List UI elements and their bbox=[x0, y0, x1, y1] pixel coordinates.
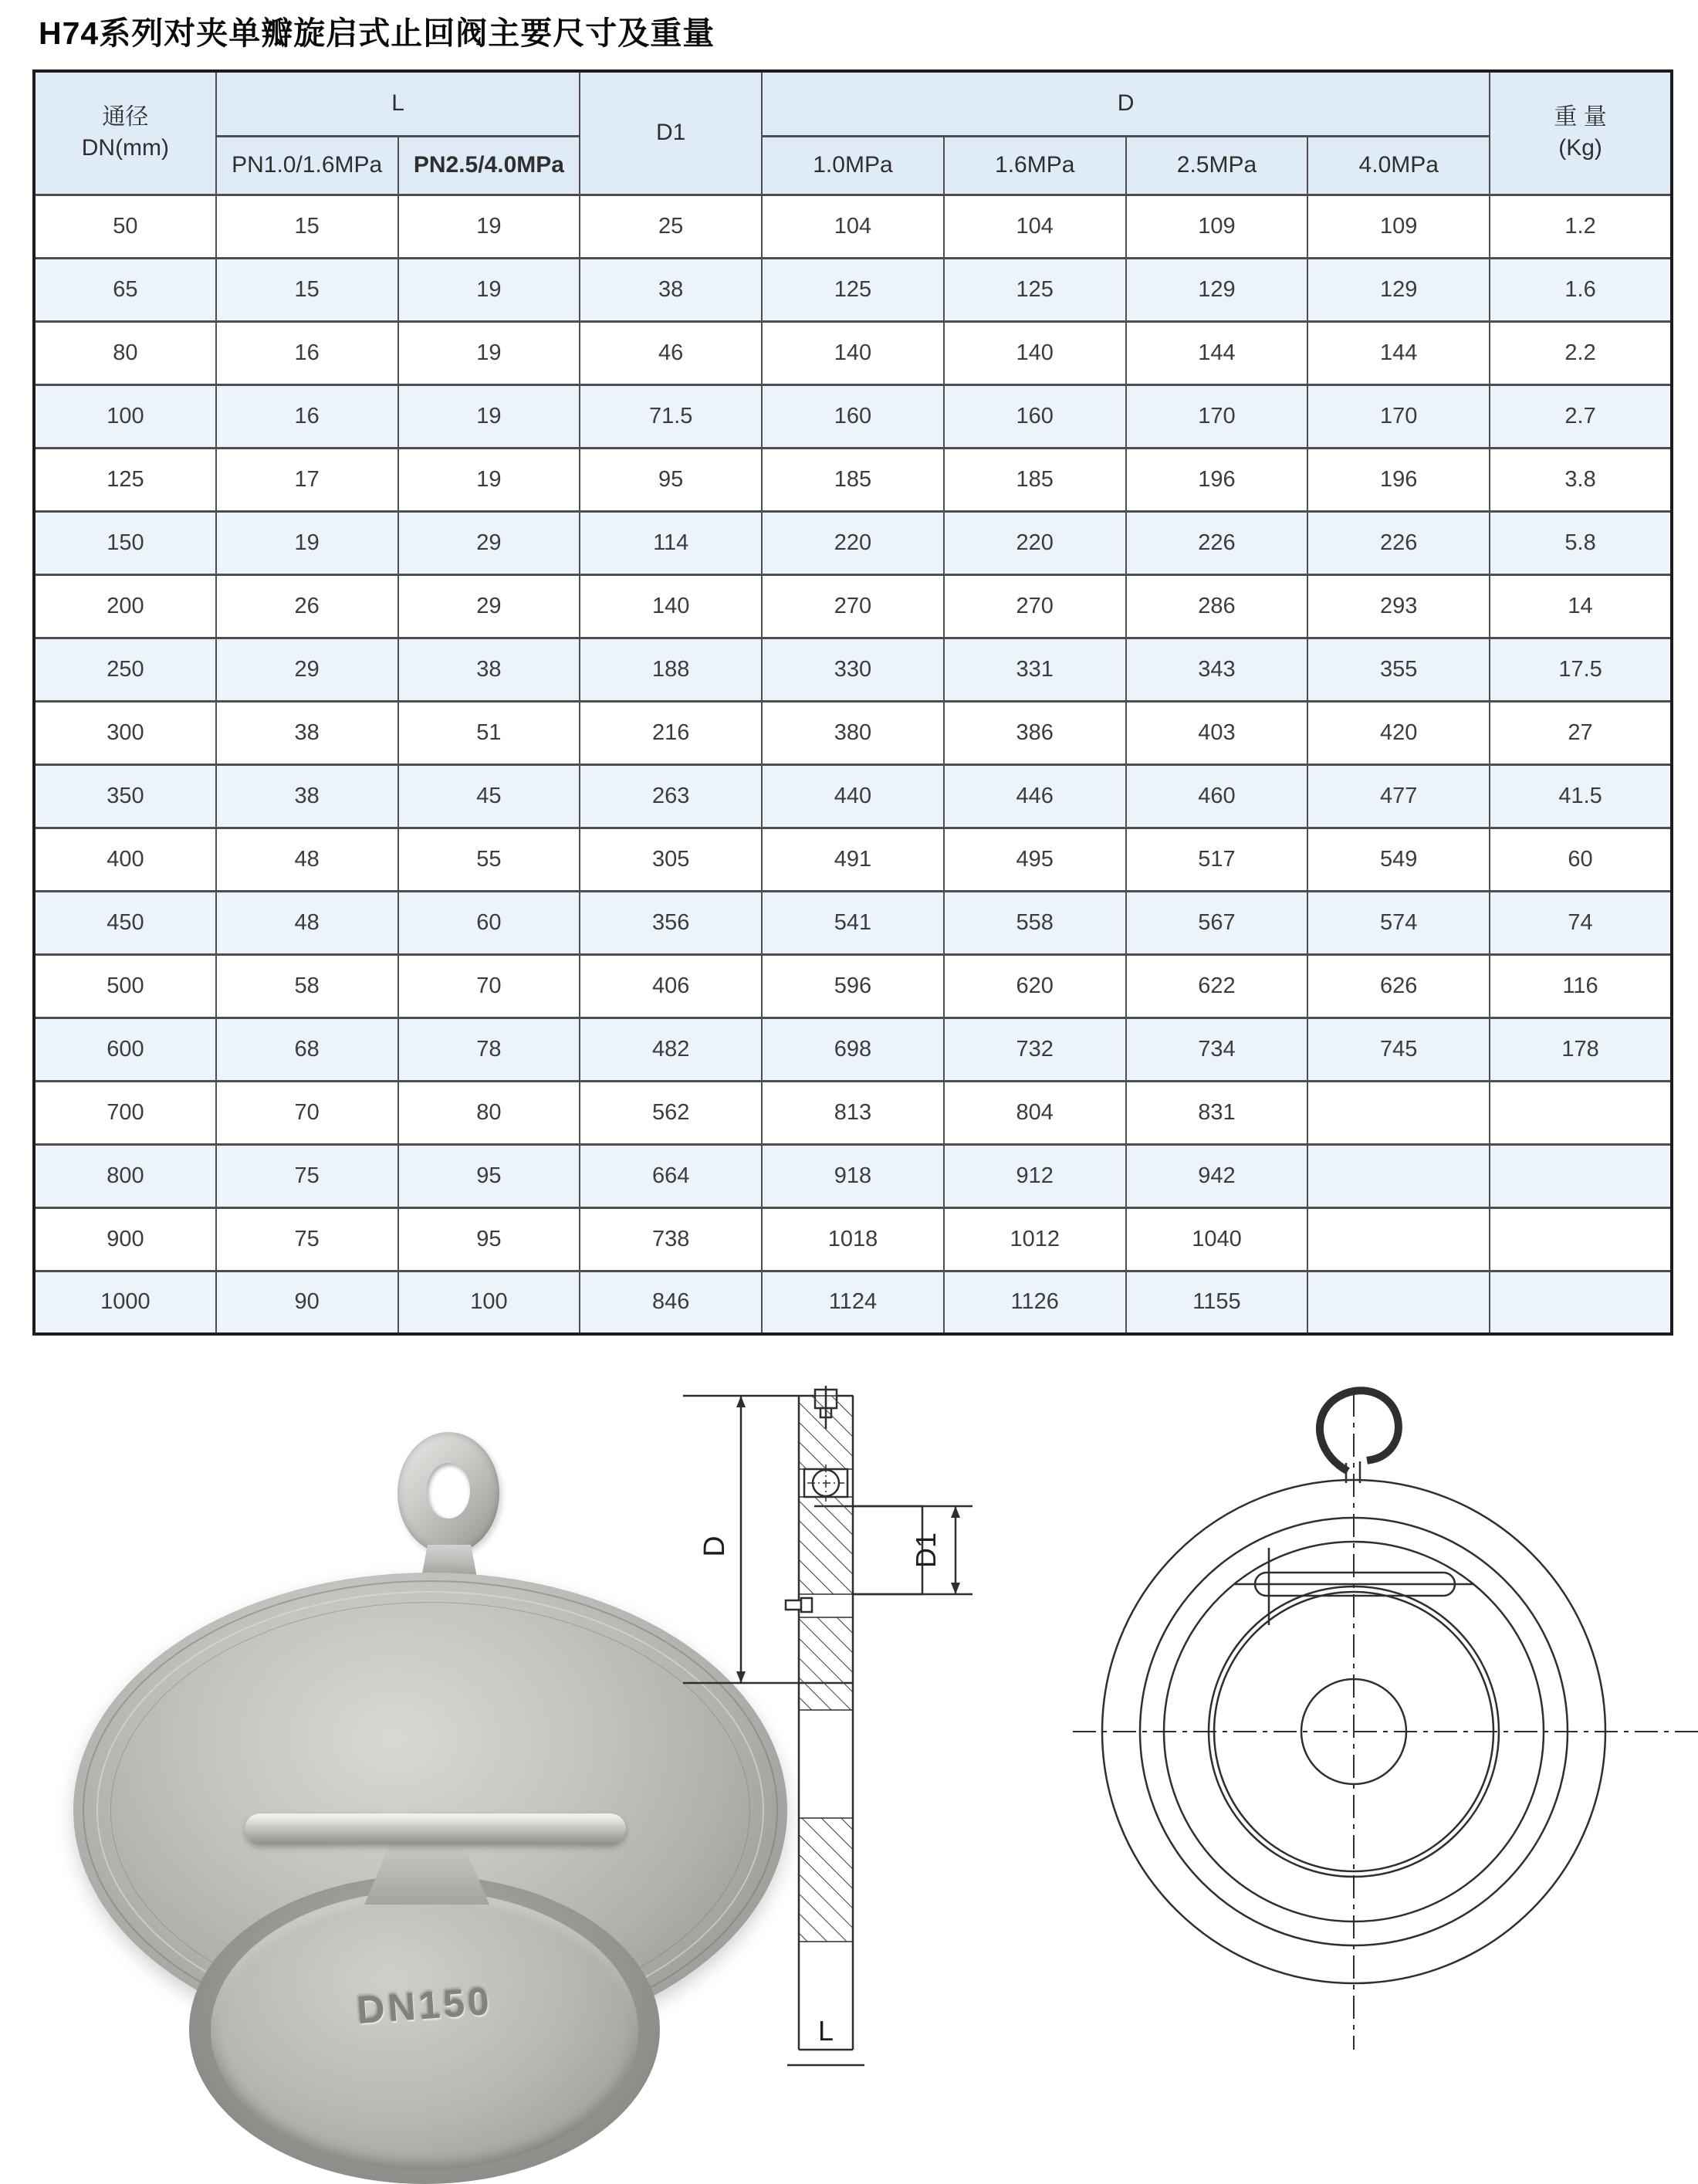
table-row bbox=[34, 511, 1672, 574]
table-cell: 125 bbox=[944, 258, 1126, 321]
table-cell: 406 bbox=[580, 954, 762, 1018]
table-row bbox=[34, 1271, 1672, 1334]
table-cell: 804 bbox=[944, 1081, 1126, 1144]
table-cell bbox=[1490, 1144, 1672, 1207]
header-d-4.0mpa: 4.0MPa bbox=[1307, 136, 1490, 195]
dim-label-d: D bbox=[698, 1536, 731, 1557]
table-cell: 460 bbox=[1126, 764, 1308, 828]
table-cell: 104 bbox=[944, 195, 1126, 258]
table-cell: 1124 bbox=[762, 1271, 944, 1334]
table-cell: 356 bbox=[580, 891, 762, 954]
table-cell: 734 bbox=[1126, 1018, 1308, 1081]
table-cell: 2.7 bbox=[1490, 384, 1672, 448]
table-cell: 70 bbox=[398, 954, 580, 1018]
table-cell: 144 bbox=[1307, 321, 1490, 384]
table-cell: 104 bbox=[762, 195, 944, 258]
header-dn-line2: DN(mm) bbox=[81, 135, 170, 161]
table-cell: 216 bbox=[580, 701, 762, 764]
table-row bbox=[34, 638, 1672, 701]
table-cell: 286 bbox=[1126, 574, 1308, 638]
table-cell: 185 bbox=[762, 448, 944, 511]
table-cell: 19 bbox=[398, 448, 580, 511]
table-cell: 125 bbox=[34, 448, 216, 511]
table-cell: 26 bbox=[216, 574, 398, 638]
header-l-pn2: PN2.5/4.0MPa bbox=[398, 136, 580, 195]
table-row bbox=[34, 1207, 1672, 1271]
table-cell: 918 bbox=[762, 1144, 944, 1207]
table-cell: 90 bbox=[216, 1271, 398, 1334]
table-cell: 813 bbox=[762, 1081, 944, 1144]
table-cell: 29 bbox=[216, 638, 398, 701]
table-cell: 220 bbox=[762, 511, 944, 574]
table-cell: 29 bbox=[398, 511, 580, 574]
header-l-group: L bbox=[216, 71, 580, 136]
table-cell: 900 bbox=[34, 1207, 216, 1271]
table-cell: 38 bbox=[398, 638, 580, 701]
disc-size-label: DN150 bbox=[355, 1979, 494, 2033]
header-d-1.6mpa: 1.6MPa bbox=[944, 136, 1126, 195]
table-cell: 2.2 bbox=[1490, 321, 1672, 384]
table-cell: 74 bbox=[1490, 891, 1672, 954]
header-l-pn1: PN1.0/1.6MPa bbox=[216, 136, 398, 195]
table-row bbox=[34, 828, 1672, 891]
table-cell: 1040 bbox=[1126, 1207, 1308, 1271]
table-cell: 65 bbox=[34, 258, 216, 321]
table-cell: 50 bbox=[34, 195, 216, 258]
table-cell bbox=[1490, 1081, 1672, 1144]
table-cell: 68 bbox=[216, 1018, 398, 1081]
table-cell: 48 bbox=[216, 891, 398, 954]
header-d-group: D bbox=[762, 71, 1490, 136]
table-cell: 188 bbox=[580, 638, 762, 701]
table-cell: 95 bbox=[398, 1207, 580, 1271]
lifting-eye-icon bbox=[397, 1432, 499, 1554]
table-cell: 116 bbox=[1490, 954, 1672, 1018]
header-d-2.5mpa: 2.5MPa bbox=[1126, 136, 1308, 195]
dim-label-d1: D1 bbox=[910, 1532, 942, 1569]
table-cell: 19 bbox=[398, 195, 580, 258]
table-cell: 100 bbox=[398, 1271, 580, 1334]
table-cell: 263 bbox=[580, 764, 762, 828]
header-d1: D1 bbox=[580, 71, 762, 195]
table-cell bbox=[1307, 1144, 1490, 1207]
table-row bbox=[34, 258, 1672, 321]
table-cell: 48 bbox=[216, 828, 398, 891]
table-cell: 71.5 bbox=[580, 384, 762, 448]
table-cell: 140 bbox=[762, 321, 944, 384]
header-weight bbox=[1490, 71, 1672, 195]
dimensions-table bbox=[32, 69, 1673, 1336]
table-row bbox=[34, 321, 1672, 384]
table-row bbox=[34, 448, 1672, 511]
table-cell: 1012 bbox=[944, 1207, 1126, 1271]
table-row bbox=[34, 954, 1672, 1018]
table-cell: 500 bbox=[34, 954, 216, 1018]
table-row bbox=[34, 195, 1672, 258]
table-cell: 100 bbox=[34, 384, 216, 448]
table-cell: 38 bbox=[216, 764, 398, 828]
dim-label-l: L bbox=[817, 2015, 834, 2047]
table-cell bbox=[1307, 1271, 1490, 1334]
table-cell: 41.5 bbox=[1490, 764, 1672, 828]
table-cell: 403 bbox=[1126, 701, 1308, 764]
table-cell: 150 bbox=[34, 511, 216, 574]
table-cell: 3.8 bbox=[1490, 448, 1672, 511]
header-weight-line2: (Kg) bbox=[1558, 135, 1602, 161]
table-cell: 517 bbox=[1126, 828, 1308, 891]
table-cell: 125 bbox=[762, 258, 944, 321]
table-cell bbox=[1490, 1271, 1672, 1334]
table-cell: 170 bbox=[1126, 384, 1308, 448]
table-cell: 75 bbox=[216, 1144, 398, 1207]
table-cell: 25 bbox=[580, 195, 762, 258]
table-cell: 15 bbox=[216, 195, 398, 258]
table-cell: 698 bbox=[762, 1018, 944, 1081]
table-cell: 109 bbox=[1126, 195, 1308, 258]
table-cell: 574 bbox=[1307, 891, 1490, 954]
table-cell: 144 bbox=[1126, 321, 1308, 384]
table-cell bbox=[1307, 1207, 1490, 1271]
table-cell: 622 bbox=[1126, 954, 1308, 1018]
table-cell: 19 bbox=[398, 321, 580, 384]
table-cell: 350 bbox=[34, 764, 216, 828]
table-cell: 178 bbox=[1490, 1018, 1672, 1081]
table-cell: 596 bbox=[762, 954, 944, 1018]
table-cell: 558 bbox=[944, 891, 1126, 954]
table-cell: 567 bbox=[1126, 891, 1308, 954]
table-cell: 305 bbox=[580, 828, 762, 891]
table-cell: 1155 bbox=[1126, 1271, 1308, 1334]
header-dn-line1: 通径 bbox=[102, 103, 149, 130]
table-cell: 446 bbox=[944, 764, 1126, 828]
table-cell: 331 bbox=[944, 638, 1126, 701]
table-cell: 16 bbox=[216, 384, 398, 448]
table-cell: 129 bbox=[1126, 258, 1308, 321]
table-cell: 620 bbox=[944, 954, 1126, 1018]
table-cell: 380 bbox=[762, 701, 944, 764]
table-cell bbox=[1490, 1207, 1672, 1271]
table-cell: 5.8 bbox=[1490, 511, 1672, 574]
table-cell: 450 bbox=[34, 891, 216, 954]
table-cell: 482 bbox=[580, 1018, 762, 1081]
table-cell: 330 bbox=[762, 638, 944, 701]
table-cell: 226 bbox=[1307, 511, 1490, 574]
table-cell: 1000 bbox=[34, 1271, 216, 1334]
table-cell: 1126 bbox=[944, 1271, 1126, 1334]
table-cell: 738 bbox=[580, 1207, 762, 1271]
table-cell: 19 bbox=[398, 384, 580, 448]
table-cell: 45 bbox=[398, 764, 580, 828]
table-cell: 80 bbox=[34, 321, 216, 384]
table-cell: 745 bbox=[1307, 1018, 1490, 1081]
table-body bbox=[34, 195, 1672, 1334]
front-view-drawing bbox=[1073, 1386, 1698, 2081]
table-row bbox=[34, 701, 1672, 764]
table-cell: 75 bbox=[216, 1207, 398, 1271]
table-cell: 400 bbox=[34, 828, 216, 891]
table-cell: 95 bbox=[398, 1144, 580, 1207]
valve-disc bbox=[211, 1891, 638, 2170]
table-cell: 420 bbox=[1307, 701, 1490, 764]
table-cell: 700 bbox=[34, 1081, 216, 1144]
header-weight-line1: 重 量 bbox=[1554, 103, 1607, 130]
table-cell: 15 bbox=[216, 258, 398, 321]
table-cell: 114 bbox=[580, 511, 762, 574]
table-cell: 270 bbox=[944, 574, 1126, 638]
table-cell: 300 bbox=[34, 701, 216, 764]
table-header bbox=[34, 71, 1672, 195]
hook-icon bbox=[1320, 1390, 1399, 1469]
page-title: H74系列对夹单瓣旋启式止回阀主要尺寸及重量 bbox=[39, 15, 715, 51]
table-cell: 46 bbox=[580, 321, 762, 384]
table-row bbox=[34, 1081, 1672, 1144]
table-cell: 355 bbox=[1307, 638, 1490, 701]
table-cell: 440 bbox=[762, 764, 944, 828]
table-row bbox=[34, 764, 1672, 828]
table-cell: 38 bbox=[216, 701, 398, 764]
table-cell: 27 bbox=[1490, 701, 1672, 764]
table-cell: 140 bbox=[580, 574, 762, 638]
hinge-pin bbox=[245, 1813, 626, 1844]
table-cell: 250 bbox=[34, 638, 216, 701]
table-cell: 386 bbox=[944, 701, 1126, 764]
section-drawing bbox=[664, 1386, 1096, 2081]
table-row bbox=[34, 891, 1672, 954]
table-cell: 80 bbox=[398, 1081, 580, 1144]
table-cell: 831 bbox=[1126, 1081, 1308, 1144]
lifting-eye-hole bbox=[427, 1463, 470, 1519]
table-cell: 95 bbox=[580, 448, 762, 511]
table-cell: 29 bbox=[398, 574, 580, 638]
table-cell: 549 bbox=[1307, 828, 1490, 891]
table-cell: 912 bbox=[944, 1144, 1126, 1207]
header-d-1.0mpa: 1.0MPa bbox=[762, 136, 944, 195]
table-cell: 270 bbox=[762, 574, 944, 638]
table-cell: 664 bbox=[580, 1144, 762, 1207]
table-cell: 19 bbox=[216, 511, 398, 574]
table-cell: 800 bbox=[34, 1144, 216, 1207]
table-cell: 51 bbox=[398, 701, 580, 764]
table-cell: 846 bbox=[580, 1271, 762, 1334]
table-cell: 541 bbox=[762, 891, 944, 954]
table-cell: 1018 bbox=[762, 1207, 944, 1271]
table-cell: 60 bbox=[1490, 828, 1672, 891]
table-cell: 343 bbox=[1126, 638, 1308, 701]
table-cell: 200 bbox=[34, 574, 216, 638]
table-cell bbox=[1307, 1081, 1490, 1144]
table-cell: 19 bbox=[398, 258, 580, 321]
table-row bbox=[34, 574, 1672, 638]
table-cell: 60 bbox=[398, 891, 580, 954]
table-cell: 196 bbox=[1307, 448, 1490, 511]
table-cell: 16 bbox=[216, 321, 398, 384]
table-cell: 17.5 bbox=[1490, 638, 1672, 701]
table-cell: 78 bbox=[398, 1018, 580, 1081]
table-cell: 38 bbox=[580, 258, 762, 321]
table-cell: 226 bbox=[1126, 511, 1308, 574]
table-cell: 495 bbox=[944, 828, 1126, 891]
table-cell: 170 bbox=[1307, 384, 1490, 448]
table-cell: 109 bbox=[1307, 195, 1490, 258]
table-row bbox=[34, 1144, 1672, 1207]
table-cell: 1.6 bbox=[1490, 258, 1672, 321]
table-cell: 732 bbox=[944, 1018, 1126, 1081]
table-cell: 293 bbox=[1307, 574, 1490, 638]
table-cell: 58 bbox=[216, 954, 398, 1018]
table-cell: 140 bbox=[944, 321, 1126, 384]
table-cell: 185 bbox=[944, 448, 1126, 511]
table-cell: 160 bbox=[762, 384, 944, 448]
table-cell: 55 bbox=[398, 828, 580, 891]
table-cell: 14 bbox=[1490, 574, 1672, 638]
table-cell: 942 bbox=[1126, 1144, 1308, 1207]
table-cell: 491 bbox=[762, 828, 944, 891]
table-row bbox=[34, 1018, 1672, 1081]
table-cell: 129 bbox=[1307, 258, 1490, 321]
table-cell: 160 bbox=[944, 384, 1126, 448]
table-cell: 17 bbox=[216, 448, 398, 511]
table-cell: 220 bbox=[944, 511, 1126, 574]
table-cell: 600 bbox=[34, 1018, 216, 1081]
table-cell: 477 bbox=[1307, 764, 1490, 828]
table-cell: 196 bbox=[1126, 448, 1308, 511]
table-cell: 626 bbox=[1307, 954, 1490, 1018]
table-cell: 70 bbox=[216, 1081, 398, 1144]
table-cell: 562 bbox=[580, 1081, 762, 1144]
header-dn bbox=[34, 71, 216, 195]
table-cell: 1.2 bbox=[1490, 195, 1672, 258]
table-row bbox=[34, 384, 1672, 448]
